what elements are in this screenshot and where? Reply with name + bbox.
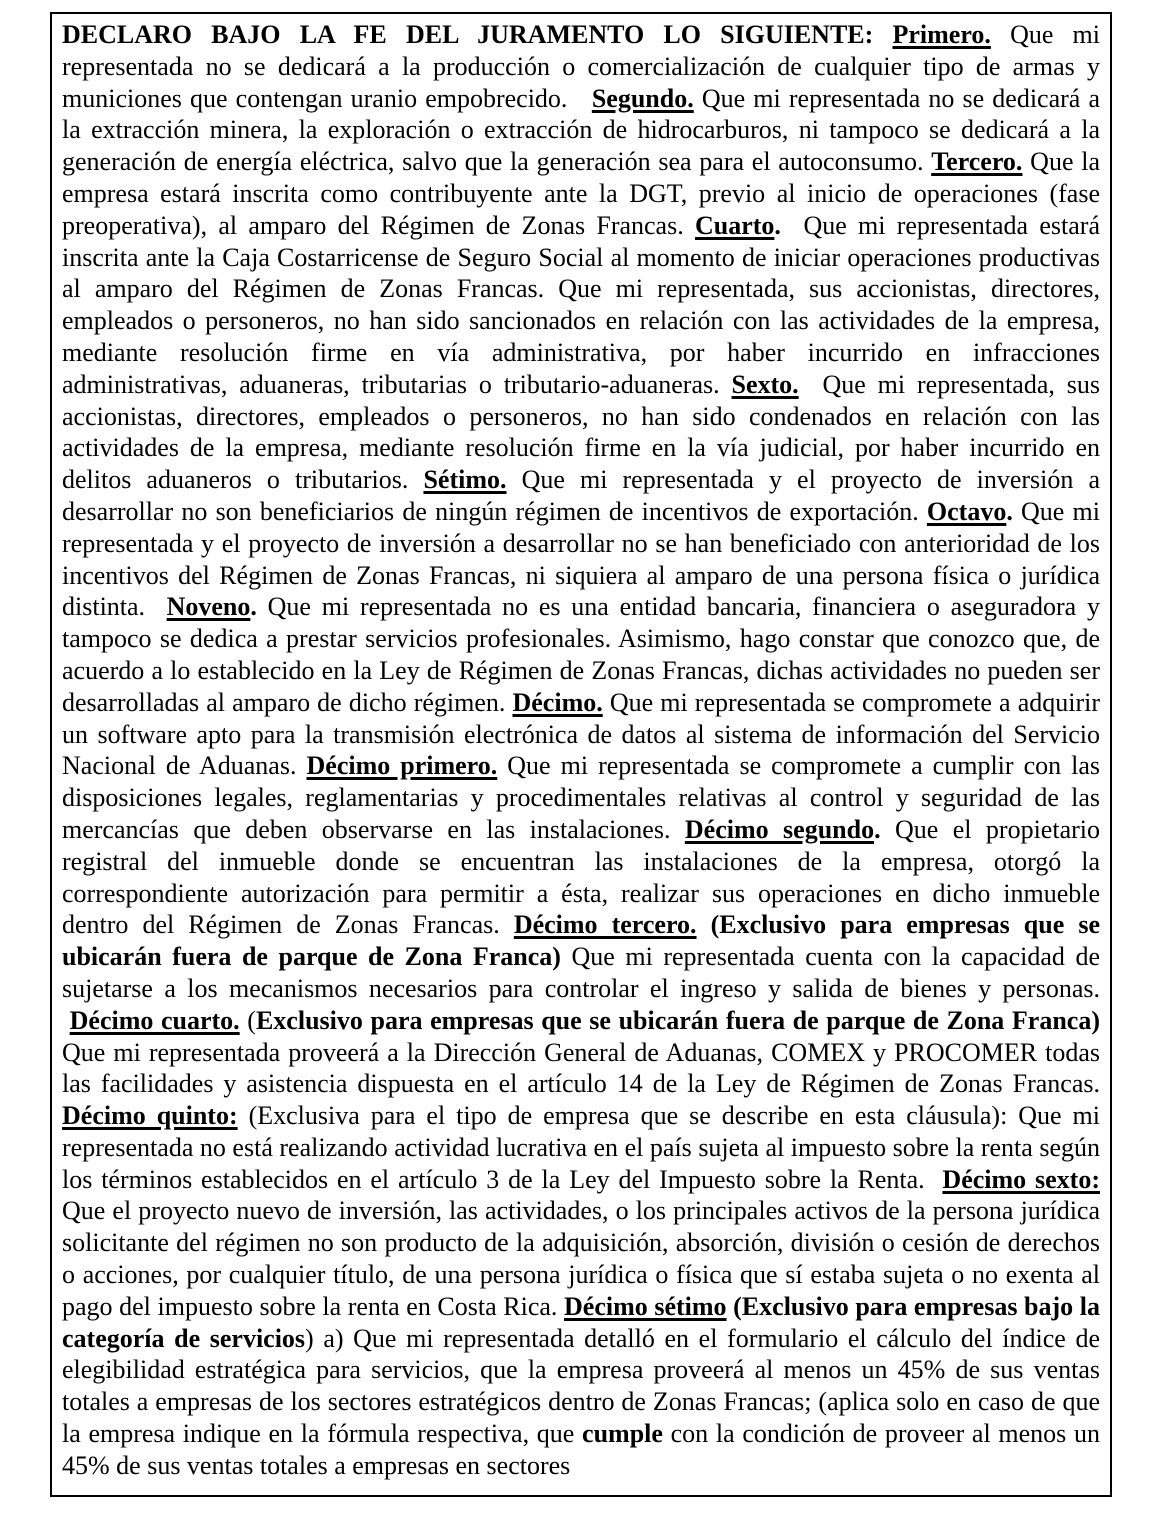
clause-text: Que mi representada y el proyecto de inversión a desarrollar no son beneficiarios de ningún régimen de incentivos de exportación. [62, 465, 1100, 526]
clause-heading: Octavo [926, 496, 1007, 526]
clause-emphasis: . [774, 210, 781, 240]
clause-text: Que mi representada no se dedicará a la producción o comercialización de cualquier tipo de armas y municiones que contengan uranio empobrecido. [62, 20, 1100, 113]
clause-text: ) a) Que mi representada detalló en el formulario el cálculo del índice de elegibilidad estratégica para servicios, que la empresa proveerá al menos un 45% de sus ventas totales a empresas de los sectores estratégicos dentro de Zonas Francas; (aplica solo en caso de que la empresa indique en la fórmula respectiva, que [62, 1323, 1100, 1449]
clause-heading: Cuarto [694, 210, 775, 240]
clause-heading: Décimo. [512, 687, 603, 717]
clause-heading: Décimo segundo [684, 814, 875, 844]
clause-text: Que mi representada cuenta con la capacidad de sujetarse a los mecanismos necesarios para controlar el ingreso y salida de bienes y personas. [62, 942, 1100, 1035]
clause-emphasis: cumple [582, 1419, 663, 1449]
clause-text: Que mi representada se compromete a cumplir con las disposiciones legales, reglamentarias y procedimentales relativas al control y seguridad de las mercancías que deben observarse en las instalaciones. [62, 751, 1101, 844]
clause-heading: Décimo sétimo [564, 1291, 727, 1321]
clause-text: Que mi representada, sus accionistas, directores, empleados o personeros, no han sido condenados en relación con las actividades de la empresa, mediante resolución firme en la vía judicial, por haber incurrido en delitos aduaneros o tributarios. [62, 369, 1100, 495]
clause-text: Que el propietario registral del inmueble donde se encuentran las instalaciones de la empresa, otorgó la correspondiente autorización para permitir a ésta, realizar sus operaciones en dicho inmueble dentro del Régimen de Zonas Francas. [62, 814, 1100, 940]
clause-heading: Sexto. [731, 369, 799, 399]
clause-text: con la condición de proveer al menos un 45% de sus ventas totales a empresas en sectores [62, 1419, 1100, 1480]
clause-text: Que la empresa estará inscrita como contribuyente ante la DGT, previo al inicio de operaciones (fase preoperativa), al amparo del Régimen de Zonas Francas. [62, 147, 1100, 240]
clause-text: ( [239, 1005, 256, 1035]
clause-text: Que mi representada se compromete a adquirir un software apto para la transmisión electrónica de datos al sistema de información del Servicio Nacional de Aduanas. [62, 687, 1101, 781]
clause-heading: Décimo cuarto. [69, 1005, 240, 1035]
clause-text: Que mi representada proveerá a la Dirección General de Aduanas, COMEX y PROCOMER todas las facilidades y asistencia dispuesta en el artículo 14 de la Ley de Régimen de Zonas Francas. [62, 1037, 1100, 1099]
clause-emphasis: . [250, 592, 257, 622]
clause-emphasis: Exclusivo para empresas que se ubicarán fuera de parque de Zona Franca) [255, 1005, 1101, 1035]
clause-heading: Primero. [892, 20, 991, 49]
clause-text: Que el proyecto nuevo de inversión, las actividades, o los principales activos de la persona jurídica solicitante del régimen no son producto de la adquisición, absorción, división o cesión de derechos o acciones, por cualquier título, de una persona jurídica o física que sí estaba sujeta o no exenta al pago del impuesto sobre la renta en Costa Rica. [62, 1196, 1100, 1321]
declaration-paragraph [62, 19, 1100, 1482]
clause-emphasis: (Exclusivo para empresas que se ubicarán fuera de parque de Zona Franca) [62, 910, 1100, 972]
clause-text: Que mi representada y el proyecto de inversión a desarrollar no se han beneficiado con anterioridad de los incentivos del Régimen de Zonas Francas, ni siquiera al amparo de una persona física o jurídica distinta. [62, 496, 1100, 622]
clause-emphasis: . [874, 814, 881, 844]
clause-heading: Noveno [166, 592, 251, 622]
declaration-text-block [50, 12, 1112, 1497]
clause-heading: Segundo. [591, 83, 694, 113]
clause-text: Que mi representada no se dedicará a la extracción minera, la exploración o extracción de hidrocarburos, ni tampoco se dedicará a la generación de energía eléctrica, salvo que la generación sea para el autoconsumo. [62, 83, 1100, 177]
clause-emphasis: DECLARO BAJO LA FE DEL JURAMENTO LO SIGUIENTE: [62, 20, 893, 49]
clause-text: Que mi representada estará inscrita ante la Caja Costarricense de Seguro Social al momento de iniciar operaciones productivas al amparo del Régimen de Zonas Francas. Que mi representada, sus accionistas, directores, empleados o personeros, no han sido sancionados en relación con las actividades de la empresa, mediante resolución firme en vía administrativa, por haber incurrido en infracciones administrativas, aduaneras, tributarias o tributario-aduaneras. [62, 210, 1100, 399]
clause-emphasis: . [1006, 496, 1013, 526]
clause-heading: Décimo sexto: [942, 1164, 1100, 1194]
clause-emphasis: (Exclusivo para empresas bajo la categoría de servicios [62, 1291, 1100, 1353]
clause-heading: Décimo tercero. [513, 910, 697, 940]
clause-text: Que mi representada no es una entidad bancaria, financiera o aseguradora y tampoco se dedica a prestar servicios profesionales. Asimismo, hago constar que conozco que, de acuerdo a lo establecido en la Ley de Régimen de Zonas Francas, dichas actividades no pueden ser desarrolladas al amparo de dicho régimen. [62, 592, 1100, 717]
clause-heading: Tercero. [931, 147, 1023, 177]
clause-heading: Sétimo. [423, 465, 507, 495]
clause-heading: Décimo quinto: [62, 1101, 238, 1131]
clause-text: (Exclusiva para el tipo de empresa que se describe en esta cláusula): Que mi representada no está realizando actividad lucrativa en el país sujeta al impuesto sobre la renta según los términos establecidos en el artículo 3 de la Ley del Impuesto sobre la Renta. [62, 1101, 1100, 1194]
clause-heading: Décimo primero. [306, 751, 498, 781]
